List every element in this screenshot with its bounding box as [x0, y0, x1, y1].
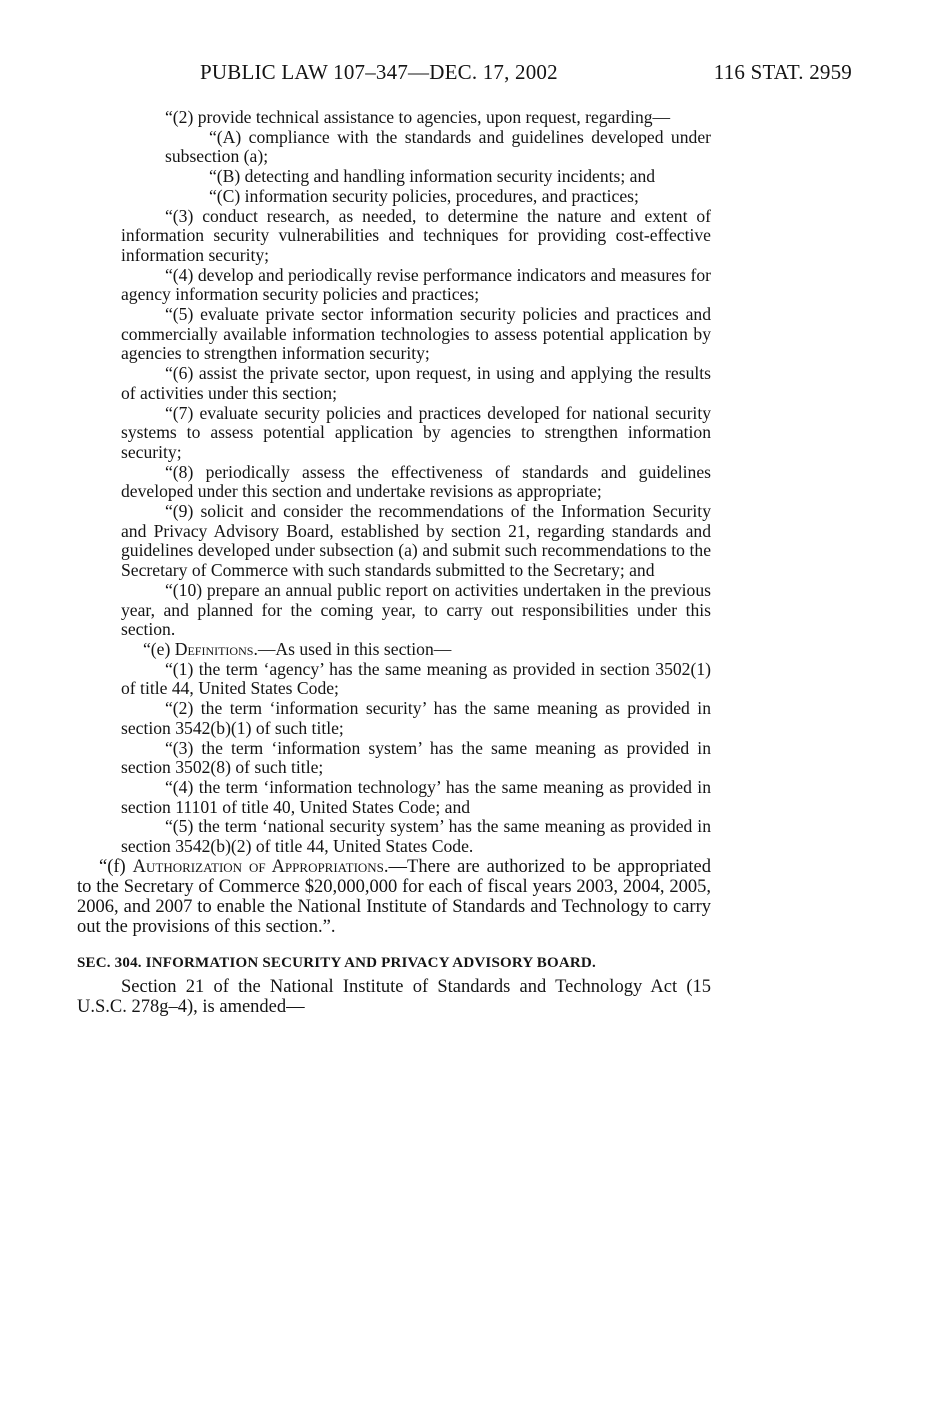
- paragraph-3: “(3) conduct research, as needed, to determine the nature and extent of information security vulnerabilities and techniques for providing cost-effective information security;: [121, 205, 711, 265]
- paragraph-5: “(5) evaluate private sector information security policies and practices and commercially available information technologies to assess potential application by agencies to strengthen information security;: [121, 304, 711, 364]
- subsection-e-prefix: “(e): [143, 638, 175, 659]
- paragraph-6: “(6) assist the private sector, upon request, in using and applying the results of activities under this section;: [121, 363, 711, 403]
- section-body: Section 21 of the National Institute of Standards and Technology Act (15 U.S.C. 278g–4), is amended—: [77, 977, 711, 1018]
- running-header: [200, 60, 852, 86]
- subsection-f-text: .—There are authorized to be appropriated to the Secretary of Commerce $20,000,000 for each of fiscal years 2003, 2004, 2005, 2006, and 2007 to enable the National Institute of Standards and Technology to carry out the provisions of this section.”.: [77, 856, 711, 937]
- definition-4: “(4) the term ‘information technology’ has the same meaning as provided in section 11101 of title 40, United States Code; and: [121, 776, 711, 817]
- subsection-f-heading: Authorization of Appropriations: [132, 856, 384, 877]
- definition-1: “(1) the term ‘agency’ has the same meaning as provided in section 3502(1) of title 44, United States Code;: [121, 658, 711, 699]
- paragraph-2: “(2) provide technical assistance to agencies, upon request, regarding—: [165, 107, 671, 127]
- paragraph-10: “(10) prepare an annual public report on activities undertaken in the previous year, and planned for the coming year, to carry out responsibilities under this section.: [121, 579, 711, 640]
- paragraph-7: “(7) evaluate security policies and practices developed for national security systems to assess potential application by agencies to strengthen information security;: [121, 402, 711, 462]
- section-text: [77, 977, 711, 1017]
- subparagraph-2C: “(C) information security policies, procedures, and practices;: [209, 185, 639, 206]
- definition-3: “(3) the term ‘information system’ has the same meaning as provided in section 3502(8) of such title;: [121, 737, 711, 778]
- statute-text: [77, 107, 711, 1018]
- paragraph-8: “(8) periodically assess the effectiveness of standards and guidelines developed under this section and undertake revisions as appropriate;: [121, 461, 711, 502]
- definition-5: “(5) the term ‘national security system’ has the same meaning as provided in section 3542(b)(2) of title 44, United States Code.: [121, 816, 711, 857]
- subparagraph-2A: “(A) compliance with the standards and guidelines developed under subsection (a);: [165, 126, 711, 167]
- subsection-e-text: .—As used in this section—: [253, 638, 452, 659]
- section-heading: SEC. 304. INFORMATION SECURITY AND PRIVACY ADVISORY BOARD.: [77, 954, 596, 971]
- header-page-number: 116 STAT. 2959: [713, 60, 852, 84]
- subsection-e: [121, 640, 711, 660]
- subsection-e-heading: Definitions: [174, 638, 254, 659]
- paragraph-9: “(9) solicit and consider the recommendations of the Information Security and Privacy Advisory Board, established by section 21, regarding standards and guidelines developed under subsection (a) and submit such recommendations to the Secretary of Commerce with such standards submitted to the Secretary; and: [121, 501, 711, 581]
- paragraph-4: “(4) develop and periodically revise performance indicators and measures for agency information security policies and practices;: [121, 264, 711, 305]
- subparagraph-2B: “(B) detecting and handling information security incidents; and: [209, 166, 656, 187]
- header-citation: PUBLIC LAW 107–347—DEC. 17, 2002: [200, 60, 558, 84]
- subsection-f: [77, 857, 711, 937]
- definition-2: “(2) the term ‘information security’ has the same meaning as provided in section 3542(b)(1) of such title;: [121, 698, 711, 738]
- subsection-f-prefix: “(f): [99, 856, 133, 877]
